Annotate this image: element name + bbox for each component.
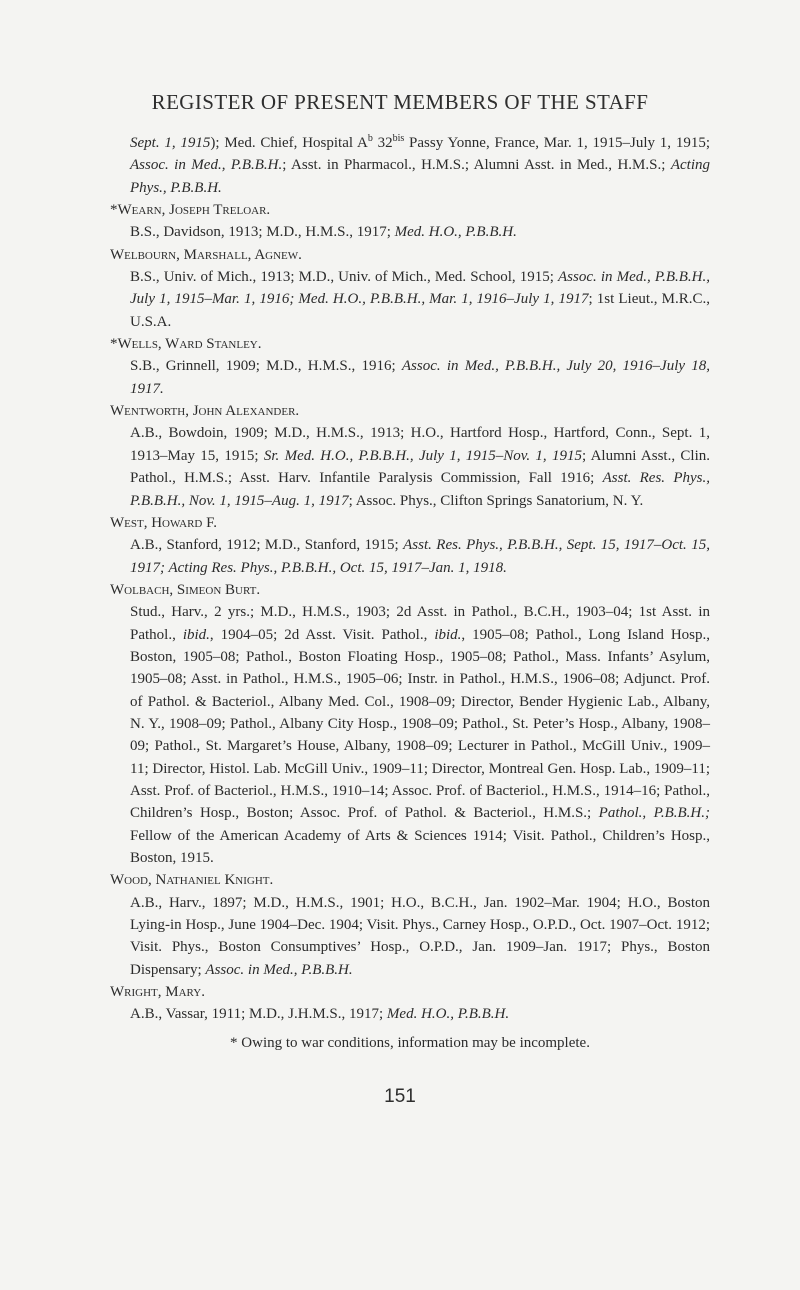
body-text: ; Asst. in Pharmacol., H.M.S.; Alumni Asst. in Med., H.M.S.; xyxy=(282,157,671,174)
body-text: A.B., Harv., 1897; M.D., H.M.S., 1901; H.O., B.C.H., Jan. 1902–Mar. 1904; H.O., Boston Lying-in Hosp., June 1904–Dec. 1904; Visit. Phys., Carney Hosp., O.P.D., Oct. 1907–Oct. 1912; Visit. Phys., Boston Consumptives’ Hosp., O.P.D., Jan. 1909–Jan. 1917; Phys., Boston Dispensary; xyxy=(130,894,710,978)
body-text: A.B., Bowdoin, 1909; M.D., H.M.S., 1913; H.O., Hartford Hosp., Hartford, Conn., Sept. 1, 1913–May 15, 1915; xyxy=(130,425,710,464)
body-text: B.S., Univ. of Mich., 1913; M.D., Univ. of Mich., Med. School, 1915; xyxy=(130,269,559,286)
footnote-marker: * xyxy=(110,336,118,353)
register-content xyxy=(110,128,710,1054)
superscript-text: b xyxy=(367,133,373,144)
continued-entry-body xyxy=(110,128,710,199)
entry-heading xyxy=(110,579,710,601)
italic-text: Assoc. in Med., P.B.B.H. xyxy=(205,961,353,978)
footnote: * Owing to war conditions, information may be incomplete. xyxy=(230,1034,590,1051)
entry-name: Wolbach, Simeon Burt. xyxy=(110,581,261,598)
entry-name: West, Howard F. xyxy=(110,514,218,531)
body-text: S.B., Grinnell, 1909; M.D., H.M.S., 1916; xyxy=(130,358,402,375)
entry-heading xyxy=(110,512,710,534)
italic-text: Med. H.O., P.B.B.H. xyxy=(386,1006,510,1023)
entry-name: Wright, Mary. xyxy=(110,984,205,1001)
entries-list xyxy=(110,199,710,1026)
entry-name: Wood, Nathaniel Knight. xyxy=(110,872,274,889)
italic-text: Sr. Med. H.O., P.B.B.H., July 1, 1915–Nov. 1, 1915 xyxy=(263,447,582,464)
entry-name: Wells, Ward Stanley. xyxy=(117,336,262,353)
page-header: REGISTER OF PRESENT MEMBERS OF THE STAFF xyxy=(151,90,649,114)
register-entry xyxy=(110,579,710,869)
entry-heading xyxy=(110,333,710,355)
body-text: Fellow of the American Academy of Arts & Sciences 1914; Visit. Pathol., Children’s Hosp., Boston, 1915. xyxy=(130,827,710,866)
entry-body xyxy=(110,1003,710,1025)
register-entry xyxy=(110,869,710,981)
body-text: Passy Yonne, France, Mar. 1, 1915–July 1, 1915; xyxy=(404,135,711,151)
body-text: , 1905–08; Pathol., Long Island Hosp., Boston, 1905–08; Pathol., Boston Floating Hosp., 1905–08; Pathol., Mass. Infants’ Asylum, 1905–08; Asst. in Pathol., H.M.S., 1905–06; Instr. in Pathol., H.M.S., 1906–08; Adjunct. Prof. of Pathol. & Bacteriol., Albany Med. Col., 1908–09; Director, Bender Hygienic Lab., Albany, N. Y., 1908–09; Pathol., Albany City Hosp., 1908–09; Pathol., St. Peter’s Hosp., Albany, 1908–09; Pathol., St. Margaret’s House, Albany, 1908–09; Lecturer in Pathol., McGill Univ., 1909–11; Director, Histol. Lab. McGill Univ., 1909–11; Director, Montreal Gen. Hosp. Lab., 1909–11; Asst. Prof. of Bacteriol., H.M.S., 1910–14; Assoc. Prof. of Bacteriol., H.M.S., 1914–16; Pathol., Children’s Hosp., Boston; Assoc. Prof. of Pathol. & Bacteriol., H.M.S.; xyxy=(130,626,710,822)
register-entry xyxy=(110,981,710,1026)
footnote-marker: * xyxy=(110,202,118,219)
entry-heading xyxy=(110,400,710,422)
body-text: ; Assoc. Phys., Clifton Springs Sanatorium, N. Y. xyxy=(348,492,644,509)
entry-name: Welbourn, Marshall, Agnew. xyxy=(110,246,302,263)
italic-text: Pathol., P.B.B.H.; xyxy=(598,805,710,822)
body-text: A.B., Stanford, 1912; M.D., Stanford, 1915; xyxy=(130,537,404,554)
italic-text: ibid. xyxy=(434,626,462,643)
entry-body xyxy=(110,355,710,400)
italic-text: Acting Phys., P.B.B.H. xyxy=(130,157,710,196)
body-text: A.B., Vassar, 1911; M.D., J.H.M.S., 1917; xyxy=(130,1006,387,1023)
page-number: 151 xyxy=(384,1086,416,1107)
italic-text: Asst. Res. Phys., P.B.B.H., Nov. 1, 1915–Aug. 1, 1917 xyxy=(130,470,710,509)
entry-heading xyxy=(110,981,710,1003)
body-text: ); Med. Chief, Hospital A xyxy=(210,135,368,151)
entry-body xyxy=(110,266,710,333)
entry-heading xyxy=(110,869,710,891)
italic-text: ibid. xyxy=(182,626,210,643)
entry-body xyxy=(110,534,710,579)
entry-body xyxy=(110,422,710,511)
entry-heading xyxy=(110,199,710,221)
body-text: , 1904–05; 2d Asst. Visit. Pathol., xyxy=(209,626,435,643)
entry-body xyxy=(110,601,710,869)
italic-text: Assoc. in Med., P.B.B.H. xyxy=(130,157,283,174)
superscript-text: bis xyxy=(392,133,405,144)
register-entry xyxy=(110,400,710,512)
italic-text: Med. H.O., P.B.B.H. xyxy=(394,224,517,241)
entry-name: Wearn, Joseph Treloar. xyxy=(117,202,271,219)
register-entry xyxy=(110,333,710,400)
italic-text: Asst. Res. Phys., P.B.B.H., Sept. 15, 1917–Oct. 15, 1917; Acting Res. Phys., P.B.B.H., Oct. 15, 1917–Jan. 1, 1918. xyxy=(130,537,710,576)
italic-text: Sept. 1, 1915 xyxy=(130,135,211,151)
body-text: ; 1st Lieut., M.R.C., U.S.A. xyxy=(130,291,710,330)
italic-text: Assoc. in Med., P.B.B.H., July 1, 1915–Mar. 1, 1916; Med. H.O., P.B.B.H., Mar. 1, 1916–July 1, 1917 xyxy=(130,269,710,308)
register-entry xyxy=(110,512,710,579)
entry-heading xyxy=(110,244,710,266)
register-entry xyxy=(110,244,710,333)
register-entry xyxy=(110,199,710,244)
entry-body xyxy=(110,892,710,981)
body-text: Stud., Harv., 2 yrs.; M.D., H.M.S., 1903; 2d Asst. in Pathol., B.C.H., 1903–04; 1st Asst. in Pathol., xyxy=(130,604,710,643)
entry-body xyxy=(110,221,710,243)
body-text: 32 xyxy=(372,135,393,151)
body-text: B.S., Davidson, 1913; M.D., H.M.S., 1917; xyxy=(130,224,395,241)
body-text: ; Alumni Asst., Clin. Pathol., H.M.S.; Asst. Harv. Infantile Paralysis Commission, Fall 1916; xyxy=(130,447,710,487)
entry-name: Wentworth, John Alexander. xyxy=(110,403,300,420)
italic-text: Assoc. in Med., P.B.B.H., July 20, 1916–July 18, 1917. xyxy=(130,358,710,397)
